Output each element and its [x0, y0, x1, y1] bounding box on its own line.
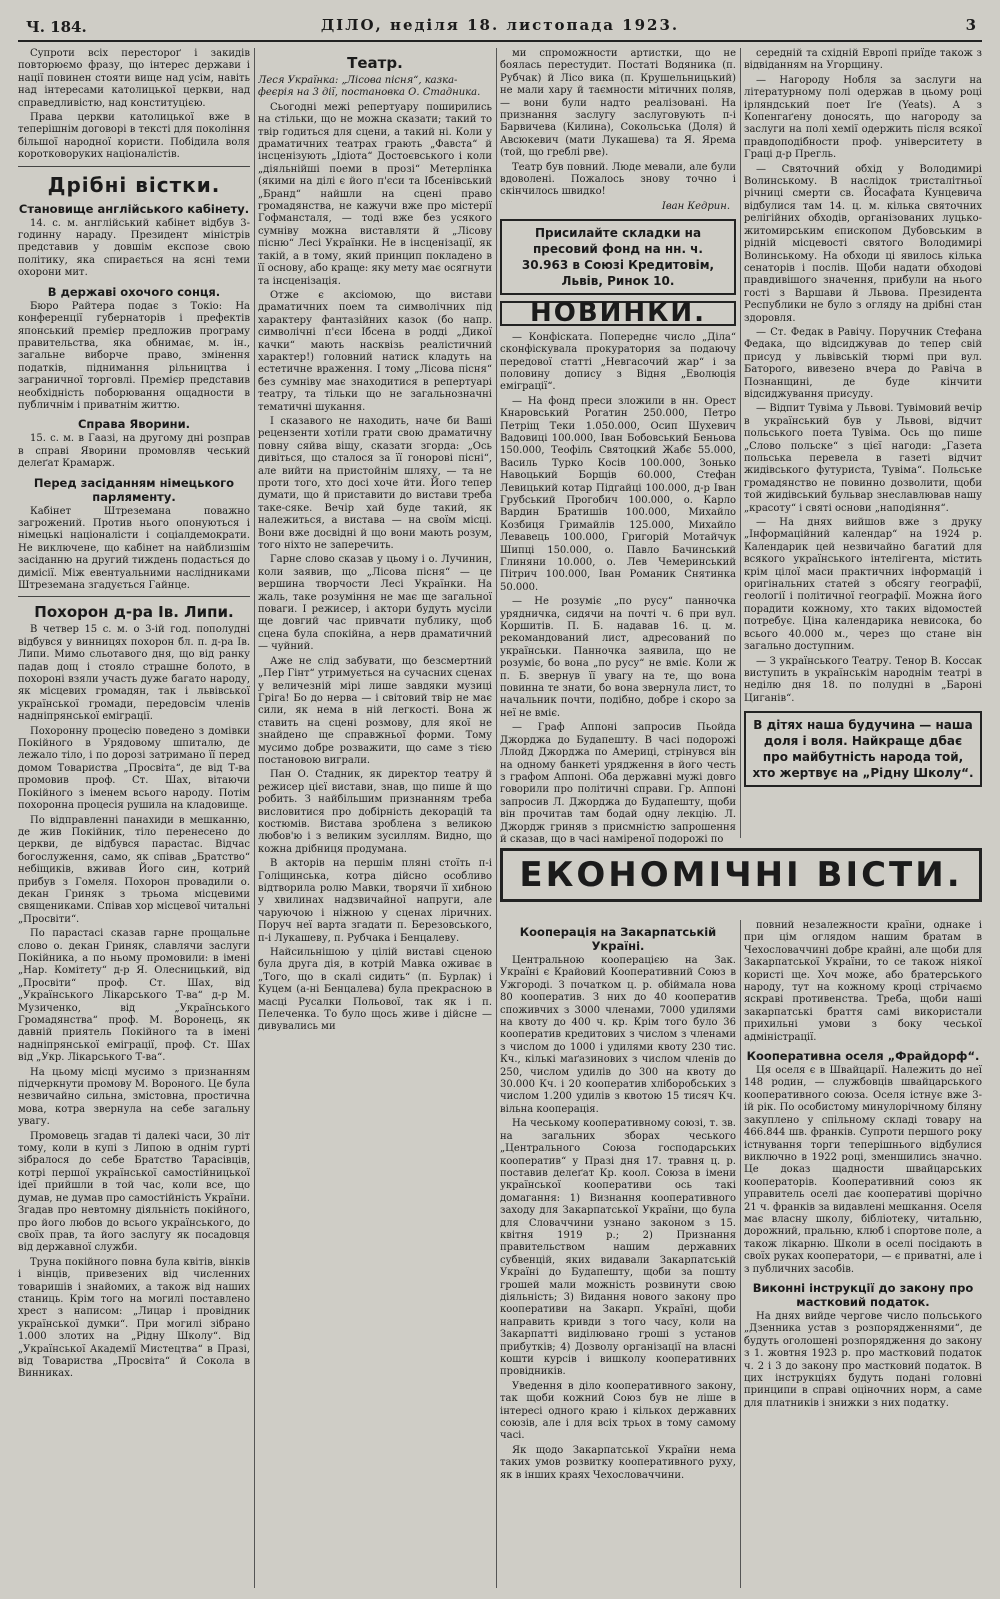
column-3 — [500, 48, 736, 848]
news-item: — Конфіската. Попереднє число „Діла“ сконфіскувала прокуратория за подаючу передової статті „Невгасочий жар“ і за половину допису з Відня „Еволюція еміграції“. — [500, 331, 736, 393]
newspaper-title-date: ДІЛО, неділя 18. листопада 1923. — [320, 16, 680, 34]
article-paragraph: На цьому місці мусимо з признанням підчеркнути промову М. Вороного. Це була незвичайно сильна, змістовна, простична мова, котра звернула на себе загальну увагу. — [18, 1066, 250, 1128]
article-paragraph: Похоронну процесію поведено з домівки Покійного в Урядовому шпиталю, де лежало тіло, і по дорозі затримано її перед домом Товариства „Просвіта“, де від Т-ва промовив проф. Ст. Шах, вітаючи Покійного з іменем всього народу. Потім похоронна процесія рушила на кладовище. — [18, 725, 250, 812]
article-paragraph: На днях вийде чергове число польського „Дзенника устав з розпорядженнями“, де будуть оголошені розпорядження до закону з 1. жовтня 1923 р. про мастковий податок ч. 2 і 3 до закону про мастковий податок. В цих інструкціях будуть подані головні принципи в справі оціночних норм, а саме для платників і знижки з них податку. — [744, 1310, 982, 1409]
column-divider — [496, 48, 497, 1588]
news-item: — Не розуміє „по русу“ панночка урядничка, сидячи на почті ч. 6 при вул. Коршитів. П. Б. надавав 16. ц. м. рекомандований лист, адресований по українськи. Панночка заявила, що не розуміє, бо вона „по русу“ не вміє. Коли ж п. Б. звернув її увагу на те, що вона повинна те знати, бо вона звернула лист, то начальник почти, подібно, добре і скоро за неї не вміє. — [500, 596, 736, 719]
news-item: — Відпит Тувіма у Львові. Тувімовий вечір в український був у Львові, відчит польського поета Тувіма. Ось що пише „Слово польске“ з цієї нагоди: „Газета польська перевела в газеті відчит жидівського футуриста, Тувіма“. Польське громадянство не повинно дозволити, щоби той жидівський бульвар знеславлював нашу „красоту“ і святі основи „наподіяння“. — [744, 403, 982, 514]
press-fund-notice: Присилайте складки на пресовий фонд на нн. ч. 30.963 в Союзі Кредитовім, Львів, Ринок 10. — [500, 219, 736, 295]
intro-paragraph: Права церкви католицької вже в теперішнім договорі в тексті для покоління більшої народної користи. Побідила воля коротковоруких націоналістів. — [18, 112, 250, 161]
column-divider — [740, 920, 741, 1588]
headline: В державі охочого сонця. — [47, 284, 221, 299]
column-divider — [740, 48, 741, 838]
column-1 — [18, 48, 250, 1588]
article-paragraph: В четвер 15 с. м. о 3-ій год. пополудні відбувся у винницях похорон бл. п. д-ра Ів. Липи. Мимо сльотавого дня, що від ранку падав дощ і стояло страшне болото, в похороні взяли участь дуже багато народу, як місцевих громадян, так і львівської української громади, передовсім членів надніпрянської еміграції. — [18, 624, 250, 723]
section-title-theatre: Театр. — [347, 54, 403, 72]
article-paragraph: По відправленні панахиди в мешканню, де жив Покійник, тіло перенесено до церкви, де відбувся парастас. Відчас богослуження, самo, як співав „Братство“ небіщиків, вживав Його син, котрий прибув з Гомеля. Похорон провадили о. декан Гриняк з трьома місцевими священиками. Співав хор місцевої читальні „Просвіти“. — [18, 814, 250, 925]
article-paragraph: І сказавого не находить, наче би Ваші рецензенти хотіли грати свою драматичну повну сяйва віщу, сказати згорда: „Ось дивіться, що сталося за її гонорові пісні“, але вийти на пристойнім шляху, — та не проти того, хто досі хоче йти. Його тепер думати, що й приставити до вистави треба таке-сяке. Вечір хай буде такий, як належиться, а вистава — на своїм місці. Вони вже досвідні й що вони мають розум, того ніхто не заперечить. — [258, 415, 492, 552]
headline: Перед засіданням німецького парляменту. — [33, 475, 235, 504]
article-paragraph: По парастасі сказав гарне прощальне слово о. декан Гриняк, славлячи заслуги Покійника, а по ньому промовили: в імені „Нар. Комітету“ д-р Я. Олесницький, від „Просвіти“ проф. Ст. Шах, від „Українського Лікарського Т-ва“ д-р М. Музиченко, від „Українського Громадянства“ проф. М. Воронець, як давній приятель Покійного та в імені надніпрянської еміграції, проф. Ст. Шах від „Укр. Лікарського Т-ва“. — [18, 928, 250, 1064]
column-4-economic — [744, 920, 982, 1590]
article-paragraph: Уведення в діло кооперативного закону, так щоби кожний Союз був не ліше в інтересі одного краю і кількох державних союзів, але і для всіх трьох в тому самому часі. — [500, 1380, 736, 1442]
article-paragraph: Як щодо Закарпатської України нема таких умов розвитку кооперативного руху, як в інших краях Чехословаччини. — [500, 1444, 736, 1481]
column-2-theatre — [258, 48, 492, 1588]
headline: Виконні інструкції до закону про мастковий податок. — [752, 1280, 974, 1309]
article-paragraph: ми спроможности артистки, що не боялась перестудит. Постаті Водяника (п. Рубчак) й Лісо вика (п. Крушельницький) не мали хару й таємности мітичних поляв, — вони були надто реалізовані. На признання заслугу заслуговують п-і Барвичева (Килина), Сокольська (Доля) й Авсюкевич (мати Лукашева) та Я. Ярема (той, що греблі рве). — [500, 48, 736, 159]
article-paragraph: Отже є аксіомою, що вистави драматичних поем та символічних під характеру фантазійних казок (бо напр. символічні п'єси Ібсена в родді „Дикої качки“ мають насквізь реалістичний характер!) головний натиск кладуть на естетичне враження. І тому „Лісова пісня“ без сумніву має знаходитися в репертуарі театру, та тільки що не загальнозначні тематичні шукання. — [258, 289, 492, 413]
news-item: — На фонд преси зложили в нн. Орест Кнаровський Рогатин 250.000, Петро Петріщ Теки 1.050.000, Осип Шухевич Вадовиці 100.000, Іван Бобовський Беньова 150.000, Теофіль Святоцкий Жабє 55.000, Василь Турко Косів 100.000, Зонько Навоцький Борщів 60.000, Стефан Левицький котар Підгайці 100.000, д-р Іван Грубський Прогобич 100.000, о. Карло Вардин Братишів 100.000, Михайло Козбиця Гримайлів 125.000, Михайло Левавець 100.000, Григорій Мотайчук Шипці 150.000, о. Павло Бачинський Глиняни 10.000, о. Лев Чемеринський Пітрич 100.000, Іван Романик Снятинка 50.000. — [500, 395, 736, 593]
article-paragraph: Ця оселя є в Швайцарії. Належить до неї 148 родин, — службовців швайцарського кооперативного союза. Оселя істнує вже 3-ій рік. По особистому минулорічному біляну закуплено у спільному складі товару на 466.844 шв. франків. Супроти першого року істнування торги теперішнього відбулися виключно в 1922 році, зменшились значно. Це доказ щадности швайцарських кооператорів. Кооперативний союз як управитель оселі дає кооперативі щорічно 21 ч. франків за видавлені мешкання. Оселя має власну школу, бібліотеку, читальню, дорожний, пральню, клюб і спортове поле, а також лікарню. Школи в оселі посідають в своїх руках кооператори, — є приватні, але і з публичних засобів. — [744, 1065, 982, 1275]
section-title-economic: ЕКОНОМІЧНІ ВІСТИ. — [500, 848, 982, 902]
article-paragraph: 14. с. м. англійський кабінет відбув 3-годинну нараду. Президент міністрів представив у довшім експозе свою політику, яка спирається на ясні теми охорони мит. — [18, 217, 250, 279]
news-item: середній та східній Европі приїде також з відвіданням на Угорщину. — [744, 48, 982, 72]
headline: Справа Яворини. — [77, 417, 191, 432]
article-paragraph: 15. с. м. в Гаазі, на другому дні розправ в справі Яворини промовляв чеський делеґат Крамарж. — [18, 433, 250, 470]
review-byline: Леся Українка: „Лісова пісня“, казка-феєрія на 3 дії, постановка О. Стадника. — [258, 75, 481, 99]
author-signature: Іван Кедрин. — [661, 200, 730, 212]
article-paragraph: В акторів на першім пляні стоїть п-і Голіщинська, котра дійсно особливо відтворила ролю Мавки, творячи її хибною у хвилинах надзвичайної напруги, але чаруючою і ніжною у сценах ліричних. Поруч неї варта згадати п. Березовського, п-і Лукашеву, п. Рубчака і Бенцалеву. — [258, 858, 492, 944]
headline: Становище англійського кабінету. — [18, 201, 250, 216]
section-title-short-news: Дрібні вістки. — [47, 172, 221, 197]
news-item: — З українського Театру. Тенор В. Коссак виступить в українськім народнім театрі в неділю дня 18. по полудні в „Бароні Циганів“. — [744, 655, 982, 704]
column-3-economic — [500, 920, 736, 1590]
article-paragraph: Сьогодні межі репертуару поширились на стільки, що не можна сказати; такий то твір годиться для сцени, а такий ні. Коли у драматичних театрах грають „Фавста“ й інсценізують „Ідіота“ Достоєвського і коли „діяльнійші поеми в прозі“ Метерлінка (якими на ділі є його п'єси та Ібсенівський „Бранд“ найшли на сцені право громадянства, не кажучи вже про містерії Гофмансталя, — тоді вже без усякого сумніву можна виставляти й „Лісову пісню“ Лесі Українки. Не в інсценізації, як такій, а в тому, який принцип покладено в її основу, або краще: яку мету має осягнути та інсценізація. — [258, 101, 492, 287]
article-paragraph: Пан О. Стадник, як директор театру й режисер цієї вистави, знав, що пише й що робить. З найбільшим признанням треба висловитися про добірність декорацій та костюмів. Вистава зроблена з великою любов'ю і з великим зусиллям. Видно, що кожна дрібниця продумана. — [258, 769, 492, 855]
news-item: — На днях вийшов вже з друку „Інформаційний календар“ на 1924 р. Календарик цей незвичайно багатий для всякого українського інтелігента, містить крім цілої маси практичних інформацій і оригінальних статей з обсягу географії, геології і політичної географії. Можна його порадити кожному, хто таких відомостей потребує. Ціна календарика невисока, бо всього 40.000 м., через що стане він загально доступним. — [744, 517, 982, 653]
article-paragraph: Бюро Райтера подає з Токіо: На конференції губернаторів і префектів японський премієр предложив програму правительства, яка обнимає, м. ін., загальне виборче право, змінення податків, піднимання рільництва і заграничної торговлі. Премієр представив необхідність поборювання ощадности в публичнім і приватнім життю. — [18, 300, 250, 411]
article-paragraph: Найсильнішою у цілій виставі сценою була друга дія, в котрій Мавка оживає в „Того, що в скалі сидить“ (п. Бурлак) і Куцем (а-ні Бенцалева) була прекрасною в масці Русалки Польової, так як і п. Пелеченка. То було щось живе і дійсне — дивувались ми — [258, 947, 492, 1033]
economic-news-banner — [500, 848, 982, 908]
news-item: — Ст. Федак в Равічу. Поручник Стефана Федака, що відсиджував до тепер свій присуд у львівській тюрмі при вул. Баторого, вивезено вчера до Равіча в Познанщині, де буде кінчити відсиджування присуду. — [744, 326, 982, 400]
masthead — [18, 14, 982, 42]
article-paragraph: Труна покійного повна була квітів, вінків і вінців, привезених від численних товаришів і знайомих, а також від наших станиць. Крім того на могилі поставлено хрест з написом: „Лицар і провідник української думки“. При могилі зібрано 1.000 злотих на „Рідну Школу“. Від „Української Академії Мистецтва“ в Празі, від Товариства „Просвіта“ й Сокола в Винниках. — [18, 1256, 250, 1380]
news-item: — Святочний обхід у Володимирі Волинському. В наслідок тристалітньої річниці смерти св. Йосафата Кунцевича відбулися там 14. ц. м. кілька святочних релігійних обходів, організованих луцько-житомирським єпископом Дубовським в рідній місцевості святого Володимирі Волинському. На обходи ці явилось кілька сенаторів і послів. Щоби надати обходові правдивішого значення, прибули на нього гості з Варшави й Львова. Президента Республики не було з огляду на дрібні стан здоровля. — [744, 163, 982, 324]
news-item: — Нагороду Нобля за заслуги на літературному полі одержав в цьому році ірляндський поет Іґе (Yeats). А з Копенгаґену доносять, що нагороду за заслуги на полі хемії одержить після всякої правдоподібности проф. університету в Граці д-р Прегль. — [744, 74, 982, 161]
article-paragraph: Театр був повний. Люде мевали, але були вдоволені. Пожалось знову точно і скінчилось швидко! — [500, 161, 736, 198]
headline: Кооперативна оселя „Фрайдорф“. — [746, 1049, 980, 1064]
article-paragraph: Аже не слід забувати, що безсмертний „Пер Гінт“ утримується на сучасних сценах у величезній мірі лише завдяки музиці Гріга! Бо до нерва — і світовий твір не має сили, як нема в ній легкості. Вона ж ставить на сцені розмову, для якої не знайдено ще справжньої форми. Тому мусимо добре розважити, що саме з тією постановою виграли. — [258, 655, 492, 766]
issue-number: Ч. 184. — [26, 18, 87, 36]
page-number: 3 — [965, 16, 976, 34]
school-fund-notice: В дітях наша будучина — наша доля і воля. Найкраще дбає про майбутність народа той, хто жертвує на „Рідну Школу“. — [744, 711, 982, 787]
headline-funeral: Похорон д-ра Ів. Липи. — [34, 603, 234, 622]
intro-paragraph: Супроти всіх перестороґ і закидів повторюємо фразу, що інтерес держави і нації повинен стояти вище над усім, навіть над інтересами католицької церкви, над справедливістю, над конституцією. — [18, 48, 250, 109]
article-paragraph: Центральною кооперацією на Зак. Україні є Крайовий Кооперативний Союз в Ужгороді. З початком ц. р. обіймала нова 80 кооператив. З них до 40 кооператив споживчих з 3000 членами, 7000 удилями на квоту до 400 ч. кр. Крім того було 36 кооператив кредитових з числом з членами з числом до 1000 і удилями квоту 230 тис. Кч., кількі маґазинових з числом членів до 250, числом удилів до 300 на квоту до 30.000 Кч. і 20 кооператив хліборобських з числом 1.200 удилів з квотою 15 тисяч Кч. вільна кооперація. — [500, 955, 736, 1115]
column-divider — [254, 48, 255, 1588]
article-paragraph: повний незалежности країни, однаке і при цім оглядом нашим братам в Чехословаччині добре крайні, але щоби для Закарпатської України, то се також ніякої користі ще. Хоч може, або братерського народу, тут на кожному кроці стрічаємо яскраві противенства. Треба, щоби наші закарпатські браття самі використали прихильні умови з боку чеської адміністрації. — [744, 920, 982, 1043]
column-4 — [744, 48, 982, 848]
article-paragraph: Гарне слово сказав у цьому і о. Лучинин, коли заявив, що „Лісова пісня“ — це вершина творчости Лесі Українки. На жаль, таке розуміння не має ще загальної поваги. І режисер, і актори будуть мусіли ще довгий час привчати публику, щоб сцена була спокійна, а нерв драматичний — чуйний. — [258, 554, 492, 653]
article-paragraph: На чеському кооперативному союзі, т. зв. на загальних зборах чеського „Центрального Союза господарських кооператив“ у Празі дня 17. травня ц. р. поставив делеґат Кр. коол. Союза в імени української кооперативи ось такі домагання: 1) Визнання кооперативного заходу для Закарпатської України, що була для Словаччини узнано законом з 15. квітня 1919 р.; 2) Признання правительством нашим державних субвенцій, яких видавали Закарпатській Україні до Будапешту, щоби за пошту грошей мали можність розвинути свою діяльність; 3) Видання нового закону про кооперативи на Закарп. Україні, щоби направить кривди з того часу, коли на Закарпатті виділювано гроші з установ прибутків; 4) Дозволу організації на власні кошти курсів і вишколу кооперативних провідників. — [500, 1118, 736, 1378]
news-item: — Граф Аппоні запросив Пьойда Джорджа до Будапешту. В часі подорожі Ллойд Джорджа по Америці, стрінувся він на одному банкеті урядження в його честь з графом Аппоні. Оба державні мужі довго говорили про політичні справи. Гр. Аппоні запросив Л. Джорджа до Будапешту, щоби він прочитав там бодай одну лекцію. Л. Джордж гриняв з присмністю запрошення й сказав, що в часі наміреної подорожі по — [500, 722, 736, 845]
headline: Кооперація на Закарпатській Україні. — [519, 925, 717, 953]
article-paragraph: Кабінет Штреземана поважно загрожений. Против нього опонуються і німецькі націоналісти і соціалдемократи. Не виключене, що кабінет на найблизшім засіданню на другий тиждень подасться до димісії. Між евентуальними наслідниками Штреземана згадується Гайнце. — [18, 505, 250, 591]
section-title-news: НОВИНКИ. — [500, 301, 736, 325]
article-paragraph: Промовець згадав ті далекі часи, 30 літ тому, коли в купі з Липою в однім гурті зібралося до себе Братство Тарасівців, котрі першої української самостійницької ідеї прийшли в той час, коли все, що думав, не думав про самостійність України. Згадав про невтомну діяльність покійного, про його любов до всього українського, до своїх прав, та його заслугу як посадовця від державної служби. — [18, 1130, 250, 1254]
